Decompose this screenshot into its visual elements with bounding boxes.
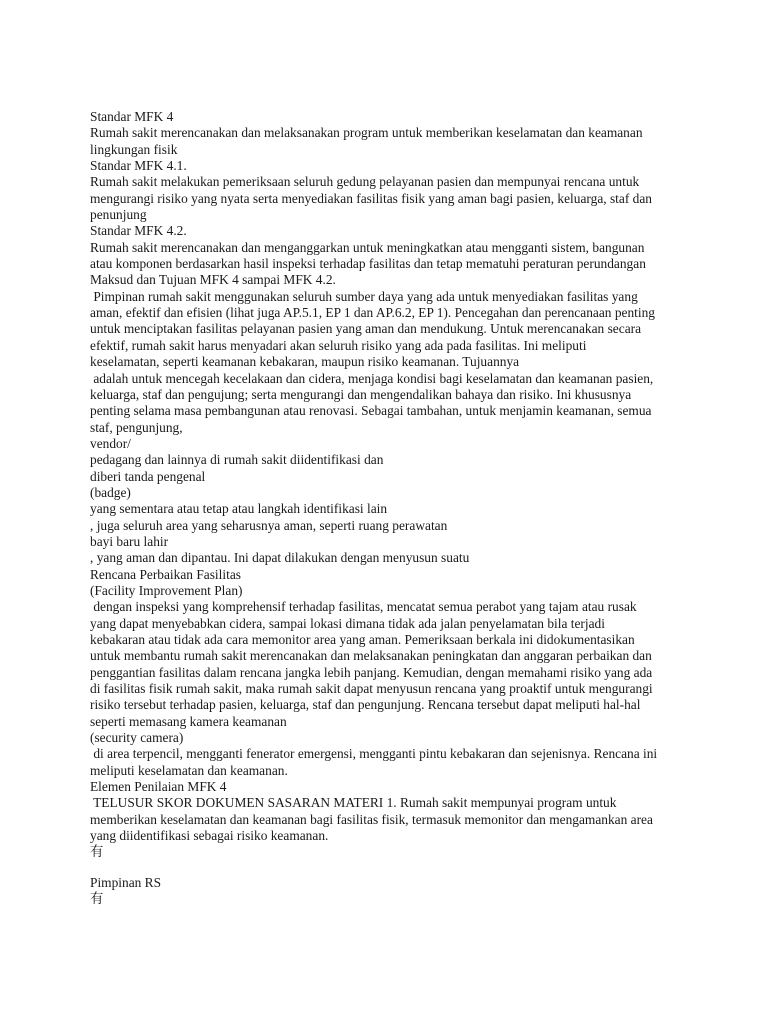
text-line: Rumah sakit merencanakan dan melaksanakan program untuk memberikan keselamatan dan keamanan [90, 125, 643, 141]
text-line: Pimpinan rumah sakit menggunakan seluruh sumber daya yang ada untuk menyediakan fasilitas yang [90, 288, 638, 304]
document-text [90, 109, 690, 908]
text-line: Standar MFK 4.2. [90, 223, 187, 239]
paragraph-gap [90, 861, 690, 875]
text-line: dengan inspeksi yang komprehensif terhadap fasilitas, mencatat semua perabot yang tajam atau rusak [90, 599, 637, 615]
text-line: 有 [90, 844, 104, 860]
text-line: staf, pengunjung, [90, 419, 183, 435]
text-line: efektif, rumah sakit harus menyadari akan seluruh risiko yang ada pada fasilitas. Ini meliputi [90, 337, 587, 353]
text-line: penggantian fasilitas dalam rencana jangka lebih panjang. Kemudian, dengan memahami risiko yang ada [90, 664, 653, 680]
text-line: aman, efektif dan efisien (lihat juga AP.5.1, EP 1 dan AP.6.2, EP 1). Pencegahan dan perencanaan penting [90, 305, 655, 321]
text-line: seperti memasang kamera keamanan [90, 713, 287, 729]
document-body [90, 109, 690, 861]
text-line: (badge) [90, 484, 131, 500]
text-line: risiko tersebut terhadap pasien, keluarga, staf dan pengunjung. Rencana tersebut dapat meliputi hal-hal [90, 697, 641, 713]
text-line: 有 [90, 891, 104, 907]
text-line: Rumah sakit melakukan pemeriksaan seluruh gedung pelayanan pasien dan mempunyai rencana untuk [90, 174, 640, 190]
text-line: Standar MFK 4.1. [90, 158, 187, 174]
text-line: keluarga, staf dan pengujung; serta mengurangi dan mengendalikan bahaya dan risiko. Ini khususnya [90, 386, 632, 402]
text-line: Rumah sakit merencanakan dan menganggarkan untuk meningkatkan atau mengganti sistem, bangunan [90, 239, 645, 255]
text-line: memberikan keselamatan dan keamanan bagi fasilitas fisik, termasuk memonitor dan mengamankan area [90, 811, 653, 827]
text-line: Standar MFK 4 [90, 109, 174, 124]
text-line: Pimpinan RS [90, 874, 162, 890]
text-line: (security camera) [90, 730, 184, 746]
text-line: yang diidentifikasi sebagai risiko keamanan. [90, 828, 329, 844]
text-line: (Facility Improvement Plan) [90, 582, 243, 598]
text-line: keselamatan, seperti keamanan kebakaran, maupun risiko keamanan. Tujuannya [90, 354, 520, 370]
text-line: kebakaran atau tidak ada cara memonitor area yang aman. Pemeriksaan berkala ini didokumentasikan [90, 632, 635, 647]
text-line: , juga seluruh area yang seharusnya aman, seperti ruang perawatan [90, 517, 448, 533]
text-line: , yang aman dan dipantau. Ini dapat dilakukan dengan menyusun suatu [90, 550, 470, 566]
text-line: bayi baru lahir [90, 533, 169, 549]
text-line: Maksud dan Tujuan MFK 4 sampai MFK 4.2. [90, 272, 336, 288]
text-line: yang dapat menyebabkan cidera, sampai lokasi dimana tidak ada jalan penyelamatan bila terjadi [90, 615, 605, 631]
text-line: untuk menciptakan fasilitas pelayanan pasien yang aman dan mendukung. Untuk merencanakan secara [90, 321, 642, 337]
text-line: untuk membantu rumah sakit merencanakan dan melaksanakan peningkatan dan anggaran perbaikan dan [90, 648, 652, 664]
text-line: di area terpencil, mengganti fenerator emergensi, mengganti pintu kebakaran dan sejenisnya. Rencana ini [90, 746, 658, 762]
text-line: atau komponen berdasarkan hasil inspeksi terhadap fasilitas dan tetap mematuhi peraturan perundangan [90, 256, 646, 272]
text-line: Elemen Penilaian MFK 4 [90, 779, 227, 795]
text-line: pedagang dan lainnya di rumah sakit diidentifikasi dan [90, 452, 384, 468]
text-line: Rencana Perbaikan Fasilitas [90, 566, 241, 582]
text-line: penting selama masa pembangunan atau renovasi. Sebagai tambahan, untuk menjamin keamanan, semua [90, 403, 652, 419]
text-line: di fasilitas fisik rumah sakit, maka rumah sakit dapat menyusun rencana yang proaktif untuk mengurangi [90, 681, 653, 697]
text-line: yang sementara atau tetap atau langkah identifikasi lain [90, 501, 388, 517]
text-line: penunjung [90, 207, 147, 223]
text-line: vendor/ [90, 435, 131, 451]
text-line: TELUSUR SKOR DOKUMEN SASARAN MATERI 1. Rumah sakit mempunyai program untuk [90, 795, 617, 811]
text-line: diberi tanda pengenal [90, 468, 206, 484]
document-footer [90, 875, 690, 908]
text-line: mengurangi risiko yang nyata serta menyediakan fasilitas fisik yang aman bagi pasien, keluarga, staf dan [90, 190, 652, 206]
text-line: lingkungan fisik [90, 141, 178, 157]
text-line: adalah untuk mencegah kecelakaan dan cidera, menjaga kondisi bagi keselamatan dan keamanan pasien, [90, 370, 654, 386]
text-line: meliputi keselamatan dan keamanan. [90, 762, 288, 778]
